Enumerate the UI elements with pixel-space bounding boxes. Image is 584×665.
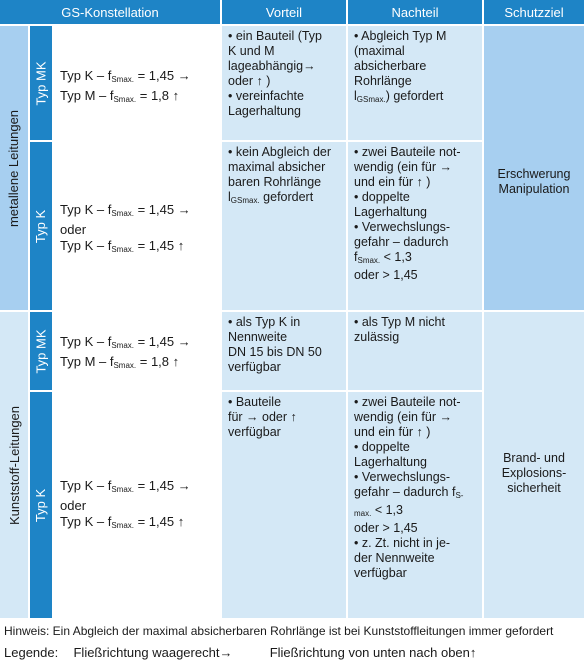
- legend-horizontal: Fließrichtung waagerecht→: [73, 645, 233, 660]
- plastic-mk-nachteil: • als Typ M nicht zulässig: [348, 312, 482, 390]
- metal-mk-nachteil: • Abgleich Typ M (maximal absicherbare Rohrlänge $l_{GSmax.}$) gefordert: [348, 26, 482, 140]
- type-plastic-k: Typ K: [30, 392, 52, 618]
- metal-k-nachteil: • zwei Bauteile not- wendig (ein für → und ein für ↑ ) • doppelte Lagerhaltung • Verwechslungs- gefahr – dadurch $f_{Smax.} < 1,3$ oder > 1,45: [348, 142, 482, 310]
- metal-schutzziel: Erschwerung Manipulation: [484, 26, 584, 310]
- header-konstellation: GS-Konstellation: [0, 0, 220, 24]
- plastic-schutzziel: Brand- und Explosions- sicherheit: [484, 312, 584, 618]
- type-plastic-mk: Typ MK: [30, 312, 52, 390]
- metal-mk-constellation: Typ $K - f_{Smax.} = 1,45$ → Typ $M - f_{Smax.} = 1,8$ ↑: [54, 26, 220, 140]
- metal-mk-vorteil: • ein Bauteil (Typ K und M lageabhängig→ oder ↑ ) • vereinfachte Lagerhaltung: [222, 26, 346, 140]
- header-schutzziel: Schutzziel: [484, 0, 584, 24]
- plastic-mk-vorteil: • als Typ K in Nennweite DN 15 bis DN 50 verfügbar: [222, 312, 346, 390]
- plastic-k-constellation: Typ $K - f_{Smax.} = 1,45$ → oder Typ $K - f_{Smax.} = 1,45$ ↑: [54, 392, 220, 618]
- legend-label: Legende:: [4, 645, 59, 660]
- footer-hint: Hinweis: Ein Abgleich der maximal absicherbaren Rohrlänge ist bei Kunststoffleitungen immer gefordert: [0, 624, 584, 642]
- metal-k-vorteil: • kein Abgleich der maximal absicher baren Rohrlänge $l_{GSmax.}$ gefordert: [222, 142, 346, 310]
- plastic-k-nachteil: • zwei Bauteile not- wendig (ein für → und ein für ↑ ) • doppelte Lagerhaltung • Verwechslungs- gefahr – dadurch $f_{S-}$ $_{max.}$ < 1,3 oder > 1,45 • z. Zt. nicht in je- der Nennweite verfügbar: [348, 392, 482, 618]
- type-metal-mk: Typ MK: [30, 26, 52, 140]
- type-metal-k: Typ K: [30, 142, 52, 310]
- legend-vertical: Fließrichtung von unten nach oben↑: [269, 645, 477, 660]
- header-vorteil: Vorteil: [222, 0, 346, 24]
- group-metal: metallene Leitungen: [0, 26, 28, 310]
- group-plastic: Kunststoff-Leitungen: [0, 312, 28, 618]
- plastic-mk-constellation: Typ $K - f_{Smax.} = 1,45$ → Typ $M - f_{Smax.} = 1,8$ ↑: [54, 312, 220, 390]
- footer-legend: [0, 645, 584, 663]
- plastic-k-vorteil: • Bauteile für → oder ↑ verfügbar: [222, 392, 346, 618]
- header-nachteil: Nachteil: [348, 0, 482, 24]
- metal-k-constellation: Typ $K - f_{Smax.} = 1,45$ → oder Typ $K - f_{Smax.} = 1,45$ ↑: [54, 142, 220, 310]
